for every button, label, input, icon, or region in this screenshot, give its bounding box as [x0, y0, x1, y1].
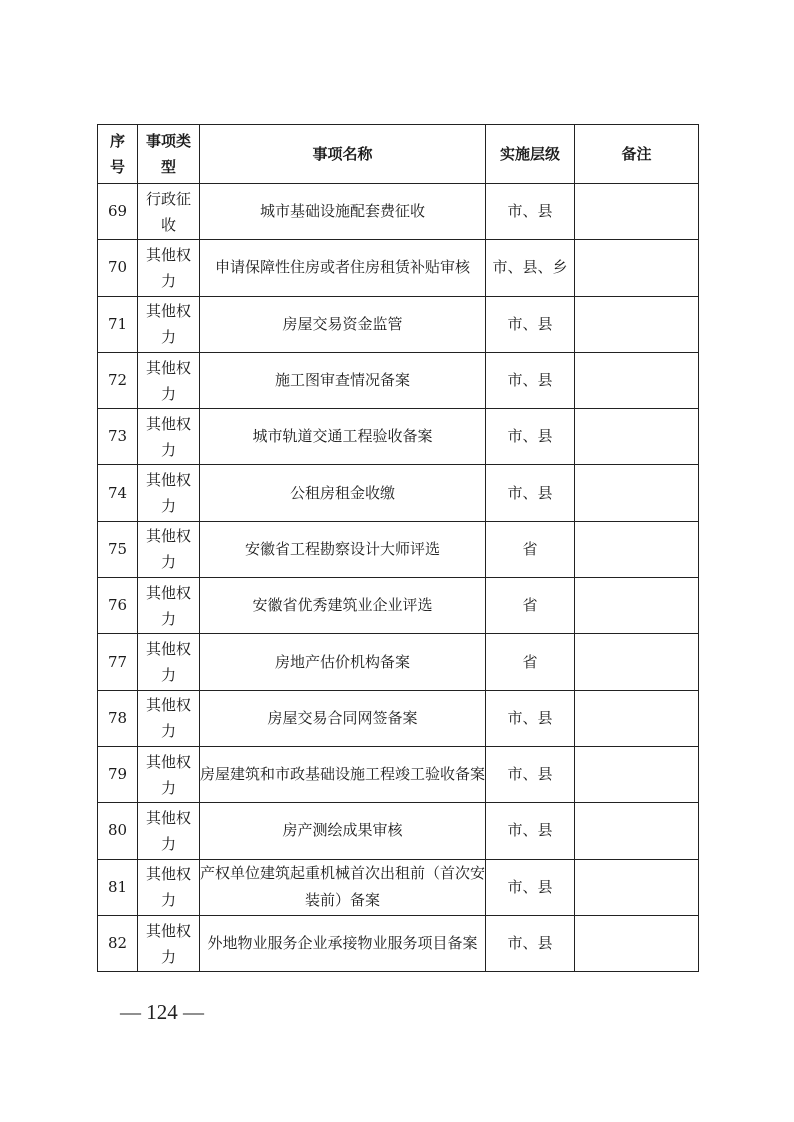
table-row	[98, 184, 699, 240]
row-seq: 77	[98, 634, 138, 690]
row-type: 其他权力	[138, 803, 200, 859]
row-level: 市、县	[486, 352, 575, 408]
header-name: 事项名称	[200, 125, 486, 184]
table-row	[98, 578, 699, 634]
row-type: 其他权力	[138, 296, 200, 352]
row-note	[575, 521, 699, 577]
row-name: 施工图审查情况备案	[200, 352, 486, 408]
row-seq: 74	[98, 465, 138, 521]
row-level: 省	[486, 521, 575, 577]
row-note	[575, 859, 699, 915]
row-name: 安徽省工程勘察设计大师评选	[200, 521, 486, 577]
row-name: 房屋交易资金监管	[200, 296, 486, 352]
row-seq: 80	[98, 803, 138, 859]
row-seq: 73	[98, 409, 138, 465]
table-row	[98, 521, 699, 577]
row-type: 其他权力	[138, 859, 200, 915]
table-row	[98, 915, 699, 971]
row-type: 其他权力	[138, 746, 200, 802]
table-row	[98, 409, 699, 465]
table-row	[98, 746, 699, 802]
table-body	[98, 184, 699, 972]
row-seq: 76	[98, 578, 138, 634]
row-note	[575, 578, 699, 634]
row-type: 其他权力	[138, 915, 200, 971]
header-level: 实施层级	[486, 125, 575, 184]
row-note	[575, 915, 699, 971]
row-note	[575, 634, 699, 690]
row-seq: 71	[98, 296, 138, 352]
row-seq: 79	[98, 746, 138, 802]
row-type: 其他权力	[138, 352, 200, 408]
row-seq: 69	[98, 184, 138, 240]
row-seq: 75	[98, 521, 138, 577]
row-note	[575, 803, 699, 859]
row-level: 市、县、乡	[486, 240, 575, 296]
header-seq: 序号	[98, 125, 138, 184]
row-name: 城市轨道交通工程验收备案	[200, 409, 486, 465]
table-row	[98, 465, 699, 521]
row-type: 其他权力	[138, 521, 200, 577]
row-level: 市、县	[486, 690, 575, 746]
row-type: 其他权力	[138, 578, 200, 634]
row-level: 市、县	[486, 803, 575, 859]
items-table	[97, 124, 699, 972]
row-level: 市、县	[486, 746, 575, 802]
row-type: 其他权力	[138, 240, 200, 296]
row-note	[575, 296, 699, 352]
row-name: 公租房租金收缴	[200, 465, 486, 521]
row-name: 城市基础设施配套费征收	[200, 184, 486, 240]
row-name: 房屋建筑和市政基础设施工程竣工验收备案	[200, 746, 486, 802]
table-row	[98, 803, 699, 859]
row-name: 房产测绘成果审核	[200, 803, 486, 859]
row-note	[575, 746, 699, 802]
row-note	[575, 465, 699, 521]
table-row	[98, 634, 699, 690]
row-level: 市、县	[486, 296, 575, 352]
row-seq: 78	[98, 690, 138, 746]
row-level: 省	[486, 578, 575, 634]
row-name: 安徽省优秀建筑业企业评选	[200, 578, 486, 634]
row-name: 产权单位建筑起重机械首次出租前（首次安装前）备案	[200, 859, 486, 915]
row-level: 市、县	[486, 465, 575, 521]
row-type: 其他权力	[138, 465, 200, 521]
row-note	[575, 690, 699, 746]
row-note	[575, 409, 699, 465]
row-name: 房地产估价机构备案	[200, 634, 486, 690]
row-seq: 81	[98, 859, 138, 915]
row-type: 其他权力	[138, 690, 200, 746]
row-level: 省	[486, 634, 575, 690]
row-level: 市、县	[486, 915, 575, 971]
row-level: 市、县	[486, 859, 575, 915]
row-level: 市、县	[486, 184, 575, 240]
row-note	[575, 240, 699, 296]
header-row	[98, 125, 699, 184]
row-name: 外地物业服务企业承接物业服务项目备案	[200, 915, 486, 971]
row-seq: 72	[98, 352, 138, 408]
table-row	[98, 352, 699, 408]
header-type: 事项类型	[138, 125, 200, 184]
table-row	[98, 240, 699, 296]
row-type: 其他权力	[138, 634, 200, 690]
row-type: 行政征收	[138, 184, 200, 240]
row-seq: 70	[98, 240, 138, 296]
header-note: 备注	[575, 125, 699, 184]
table-row	[98, 690, 699, 746]
row-name: 房屋交易合同网签备案	[200, 690, 486, 746]
row-note	[575, 352, 699, 408]
row-note	[575, 184, 699, 240]
row-level: 市、县	[486, 409, 575, 465]
page-number: — 124 —	[120, 1000, 204, 1024]
table-row	[98, 859, 699, 915]
table-row	[98, 296, 699, 352]
row-name: 申请保障性住房或者住房租赁补贴审核	[200, 240, 486, 296]
row-type: 其他权力	[138, 409, 200, 465]
row-seq: 82	[98, 915, 138, 971]
